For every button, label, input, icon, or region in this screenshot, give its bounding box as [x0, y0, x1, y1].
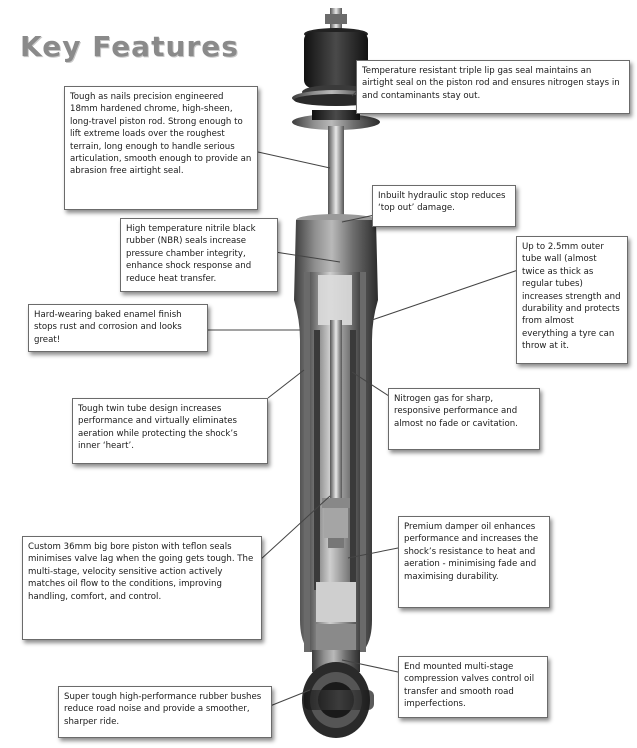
- callout-nbr-seals: High temperature nitrile black rubber (NBR) seals increase pressure chamber integrity, enhance shock response and reduce heat transfer.: [120, 218, 278, 292]
- callout-big-bore-piston: Custom 36mm big bore piston with teflon seals minimises valve lag when the going gets tough. The multi-stage, velocity sensitive action actively matches oil flow to the conditions, improving handling, comfort, and control.: [22, 536, 262, 640]
- piston-rod: [328, 126, 344, 218]
- callout-enamel-finish: Hard-wearing baked enamel finish stops rust and corrosion and looks great!: [28, 304, 208, 352]
- cutaway-view: [304, 272, 366, 652]
- callout-compression-valves: End mounted multi-stage compression valves control oil transfer and smooth road imperfections.: [398, 656, 548, 718]
- callout-outer-tube: Up to 2.5mm outer tube wall (almost twice as thick as regular tubes) increases strength and durability and protects from almost everything a tyre can throw at it.: [516, 236, 628, 364]
- callout-rubber-bushes: Super tough high-performance rubber bushes reduce road noise and provide a smoother, sharper ride.: [58, 686, 272, 738]
- bottom-eye-bush: [302, 650, 374, 738]
- page-title: Key Features: [20, 30, 239, 63]
- callout-twin-tube: Tough twin tube design increases performance and virtually eliminates aeration while protecting the shock’s inner ‘heart’.: [72, 398, 268, 464]
- top-stud: [325, 8, 347, 30]
- callout-piston-rod: Tough as nails precision engineered 18mm hardened chrome, high-sheen, long-travel piston rod. Strong enough to lift extreme loads over the roughest terrain, long enough to handle serious articulation, smooth enough to provide an abrasion free airtight seal.: [64, 86, 258, 210]
- callout-nitrogen-gas: Nitrogen gas for sharp, responsive performance and almost no fade or cavitation.: [388, 388, 540, 450]
- callout-triple-lip-seal: Temperature resistant triple lip gas seal maintains an airtight seal on the piston rod and ensures nitrogen stays in and contaminants stay out.: [356, 60, 630, 114]
- callout-damper-oil: Premium damper oil enhances performance and increases the shock’s resistance to heat and aeration - minimising fade and maximising durability.: [398, 516, 550, 608]
- callout-hydraulic-stop: Inbuilt hydraulic stop reduces ‘top out’ damage.: [372, 185, 516, 227]
